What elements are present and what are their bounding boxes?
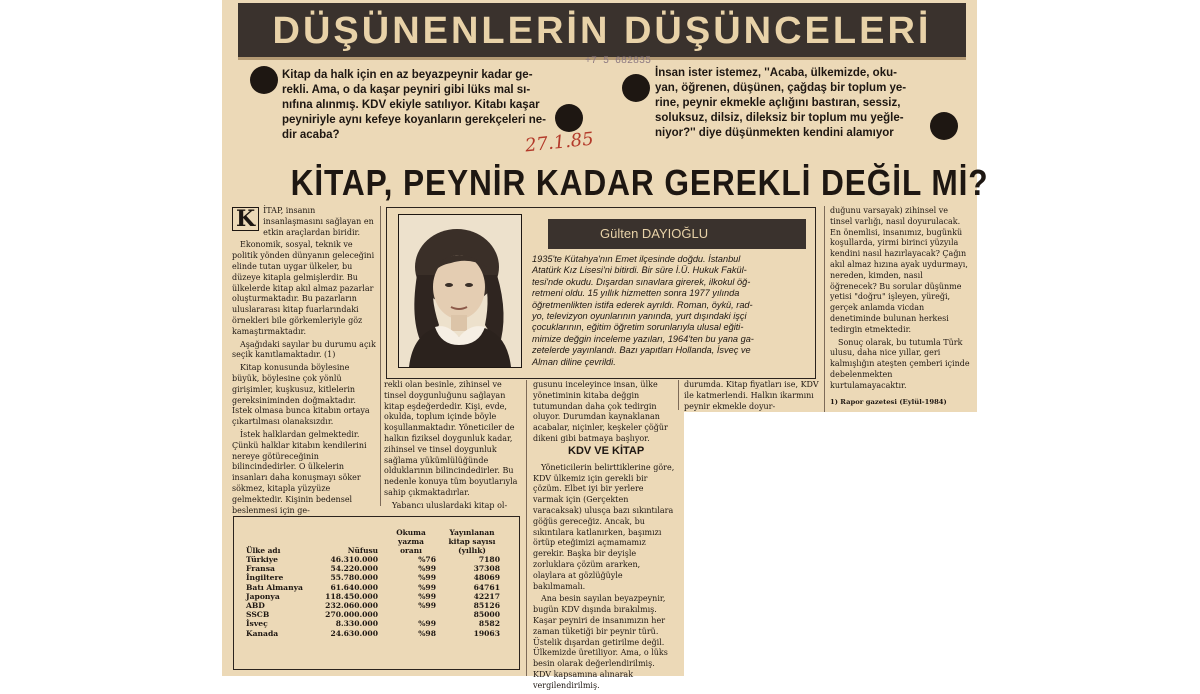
footnote: 1) Rapor gazetesi (Eylül-1984): [830, 398, 947, 406]
table-row: SSCB 270.000.000 85000: [246, 610, 500, 620]
column-banner: [238, 3, 966, 60]
article-column-1: K İTAP, insanın insanlaşmasını sağlayan en etkin araçlardan biridir. Ekonomik, sosyal, teknik ve politik yönden dünyanın geleceğini elinde tutan uygar ülkeler, bu düzeye kitapla gelmişlerdir. Bu ülkelerde kitap akıl almaz pazarlar oluşturmaktadır. Bu pazarların uluslararası kitap fuarlarındaki örnekleri bile görkemleriyle göz kamaştırmaktadır. Aşağıdaki sayılar bu durumu açık seçik kanıtlamaktadır. (1) Kitap konusunda böylesine büyük, böylesine çok yönlü girişimler, kuşkusuz, kitlelerin gereksiniminden doğmaktadır. İstek olmasa bunca kitabın ortaya çıkartılması olanaksızdır. İstek halklardan gelmektedir. Çünkü halklar kitabın kendilerini nereye götüreceğinin bilincindedirler. O ülkelerin insanları daha konuşmayı söker sökmez, kitapla yüzyüze gelmektedir. Kişinin bedensel beslenmesi için ge-: [232, 206, 376, 515]
table-row: Batı Almanya 61.640.000 %99 64761: [246, 582, 500, 592]
author-photo: [398, 214, 522, 368]
handwritten-date: 27.1.85: [524, 128, 595, 157]
article-column-3: gusunu inceleyince insan, ülke yönetiminin kitaba değgin tutumundan daha çok tedirgin oluyor. Durumdan kaynaklanan acabalar, niçinler, keşkeler çöğür dikeni gibi batmaya başlıyor. Yöneticilerin belirttiklerine göre, KDV ülkemiz için gerekli bir çözüm. Elbet iyi bir yerlere varmak için (Gerçekten varacaksak) ulusça bazı sıkıntılara göğüs gereceğiz. Ancak, bu sıkıntılara katlanırken, başımızı örtüp eteğimizi açmamamız gerekir. Başka bir deyişle zorluklara çözüm ararken, olaylara at gözlüğüyle bakılmamalı. Ana besin sayılan beyazpeynir, bugün KDV dışında bırakılmış. Kaşar peyniri de insanımızın her zaman tüketiği bir peynir türü. Üstelik dışardan getirilme değil. Ülkemizde üretiliyor. Ama, o lüks besin olarak değerlendirilmiş. KDV kapsamına alınarak vergilendirilmiş.: [533, 380, 675, 690]
pull-quote-right: İnsan ister istemez, ''Acaba, ülkemizde, oku- yan, öğrenen, düşünen, çağdaş bir toplum ye- rine, peynir ekmekle açlığını bastıran, sessiz, soluksuz, dilsiz, dileksiz bir toplum mu yeğle- niyor?'' diye düşünmekten kendini alamıyor: [655, 67, 907, 139]
section-subhead: KDV VE KİTAP: [568, 445, 645, 457]
book-statistics-table: [242, 528, 504, 638]
quote-open-icon: [622, 74, 650, 102]
table-row: Kanada 24.630.000 %98 19063: [246, 628, 500, 638]
column-header: Yayınlanan kitap sayısı (yıllık): [448, 528, 496, 555]
column-divider: [678, 380, 679, 410]
table-row: ABD 232.060.000 %99 85126: [246, 601, 500, 611]
archive-stamp: +7 5 682835: [585, 56, 652, 67]
quote-close-icon: [555, 104, 583, 132]
article-column-4: durumda. Kitap fiyatları ise, KDV ile katmerlendi. Halkın ikarmını peynir ekmekle doyur-: [684, 380, 819, 411]
table-row: Fransa 54.220.000 %99 37308: [246, 564, 500, 574]
table-row: Türkiye 46.310.000 %76 7180: [246, 555, 500, 564]
column-divider: [824, 206, 825, 412]
quote-open-icon: [250, 66, 278, 94]
article-column-2: rekli olan besinle, zihinsel ve tinsel doygunluğunu sağlayan kitap eşdeğerdedir. Kişi, evde, okulda, toplum içinde böyle koşullanmaktadır. Yöneticiler de halkın fiziksel doygunluk kadar, zihinsel ve tinsel doygunluk sağlama yükümlülüğünde olduklarının bilincindedirler. Bu nedenle konuya tüm boyutlarıyla sahip çıkmaktadırlar. Yabancı uluslardaki kitap ol-: [384, 380, 518, 510]
column-divider: [526, 380, 527, 676]
table-row: İngiltere 55.780.000 %99 48069: [246, 573, 500, 583]
drop-cap: K: [232, 207, 259, 231]
column-header: Nüfusu: [347, 546, 378, 555]
table-header-row: [242, 528, 504, 555]
article-column-5: duğunu varsayak) zihinsel ve tinsel varlığı, nasıl doyurulacak. En önemlisi, insanımız, bugünkü koşullarda, yirmi birinci yüzyıla kendini nasıl hazırlayacak? Çağın akıl almaz hızına ayak uydurmayı, nereden, kimden, nasıl öğrenecek? Bu sorular düşünme yetisi "doğru" işleyen, yüreği, gerçek anlamda vicdan denetiminde bulunan herkesi tedirgin etmektedir. Sonuç olarak, bu tutumla Türk ulusu, daha nice yıllar, geri kalmışlığın ateşten çemberi içinde debelenmekten kurtulamayacaktır.: [830, 206, 970, 390]
author-name: Gülten DAYIOĞLU: [600, 226, 709, 241]
column-header: Ülke adı: [246, 546, 281, 555]
column-divider: [380, 206, 381, 506]
quote-close-icon: [930, 112, 958, 140]
column-header: Okuma yazma oranı: [396, 528, 426, 555]
pull-quote-left: Kitap da halk için en az beyazpeynir kadar ge- rekli. Ama, o da kaşar peyniri gibi lüks mal sı- nıfına alınmış. KDV ekiyle satılıyor. Kitabı kaşar peyniriyle aynı kefeye koyanların gerekçeleri ne- dir acaba?: [282, 69, 547, 141]
banner-title: DÜŞÜNENLERİN DÜŞÜNCELERİ: [272, 10, 932, 52]
table-row: İsveç 8.330.000 %99 8582: [246, 619, 500, 629]
author-bio: 1935'te Kütahya'nın Emet ilçesinde doğdu. İstanbul Atatürk Kız Lisesi'ni bitirdi. Bir süre İ.Ü. Hukuk Fakül- tesi'nde okudu. Dışardan sınavlara girerek, ilkokul öğ- retmeni oldu. 15 yıllık hizmetten sonra 1977 yılında öğretmenlikten istifa ederek ayrıldı. Roman, öykü, rad- yo, televizyon oyunlarının yanında, yurt dışındaki işçi çocuklarının, eğitim öğretim sorunlarıyla ulusal eğiti- mimize değgin inceleme yazıları, 1964'ten bu yana ga- zetelerde yayınlandı. Bazı yapıtları Hollanda, İsveç ve Alman diline çevrildi.: [532, 254, 754, 367]
table-row: Japonya 118.450.000 %99 42217: [246, 591, 500, 601]
article-headline: KİTAP, PEYNİR KADAR GEREKLİ DEĞİL Mİ?: [290, 162, 989, 203]
